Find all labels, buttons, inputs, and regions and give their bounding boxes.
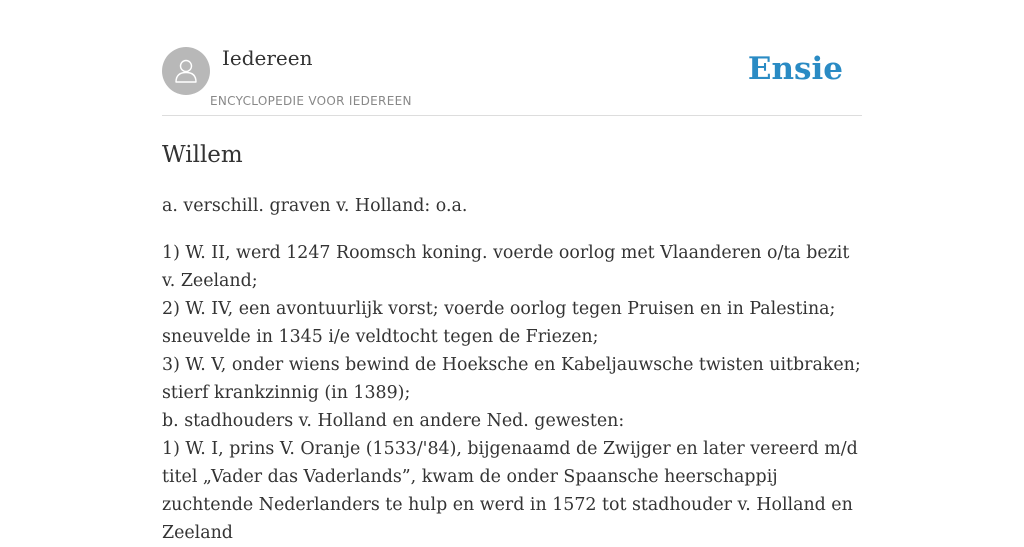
article-intro: a. verschill. graven v. Holland: o.a.: [162, 196, 468, 216]
article-line: b. stadhouders v. Holland en andere Ned. gewesten:: [162, 411, 625, 431]
article-line: 1) W. II, werd 1247 Roomsch koning. voerde oorlog met Vlaanderen o/ta bezit v. Zeeland;: [162, 243, 850, 291]
tagline: ENCYCLOPEDIE VOOR IEDEREEN: [210, 94, 412, 108]
user-name[interactable]: Iedereen: [222, 46, 313, 70]
ensie-logo[interactable]: Ensie: [747, 51, 843, 87]
page-title: Willem: [162, 142, 243, 168]
header: [162, 0, 862, 116]
user-icon: [171, 56, 201, 86]
article-line: 3) W. V, onder wiens bewind de Hoeksche en Kabeljauwsche twisten uitbraken; stierf krankzinnig (in 1389);: [162, 355, 861, 403]
article-line: 2) W. IV, een avontuurlijk vorst; voerde oorlog tegen Pruisen en in Palestina; sneuvelde in 1345 i/e veldtocht tegen de Friezen;: [162, 299, 836, 347]
page: [162, 0, 862, 543]
article-line: 1) W. I, prins V. Oranje (1533/'84), bijgenaamd de Zwijger en later vereerd m/d titel „Vader das Vaderlands”, kwam de onder Spaansche heerschappij zuchtende Nederlanders te hulp en werd in 1572 tot stadhouder v. Holland en Zeeland: [162, 439, 858, 543]
avatar[interactable]: [162, 47, 210, 95]
article-body: [162, 192, 862, 547]
